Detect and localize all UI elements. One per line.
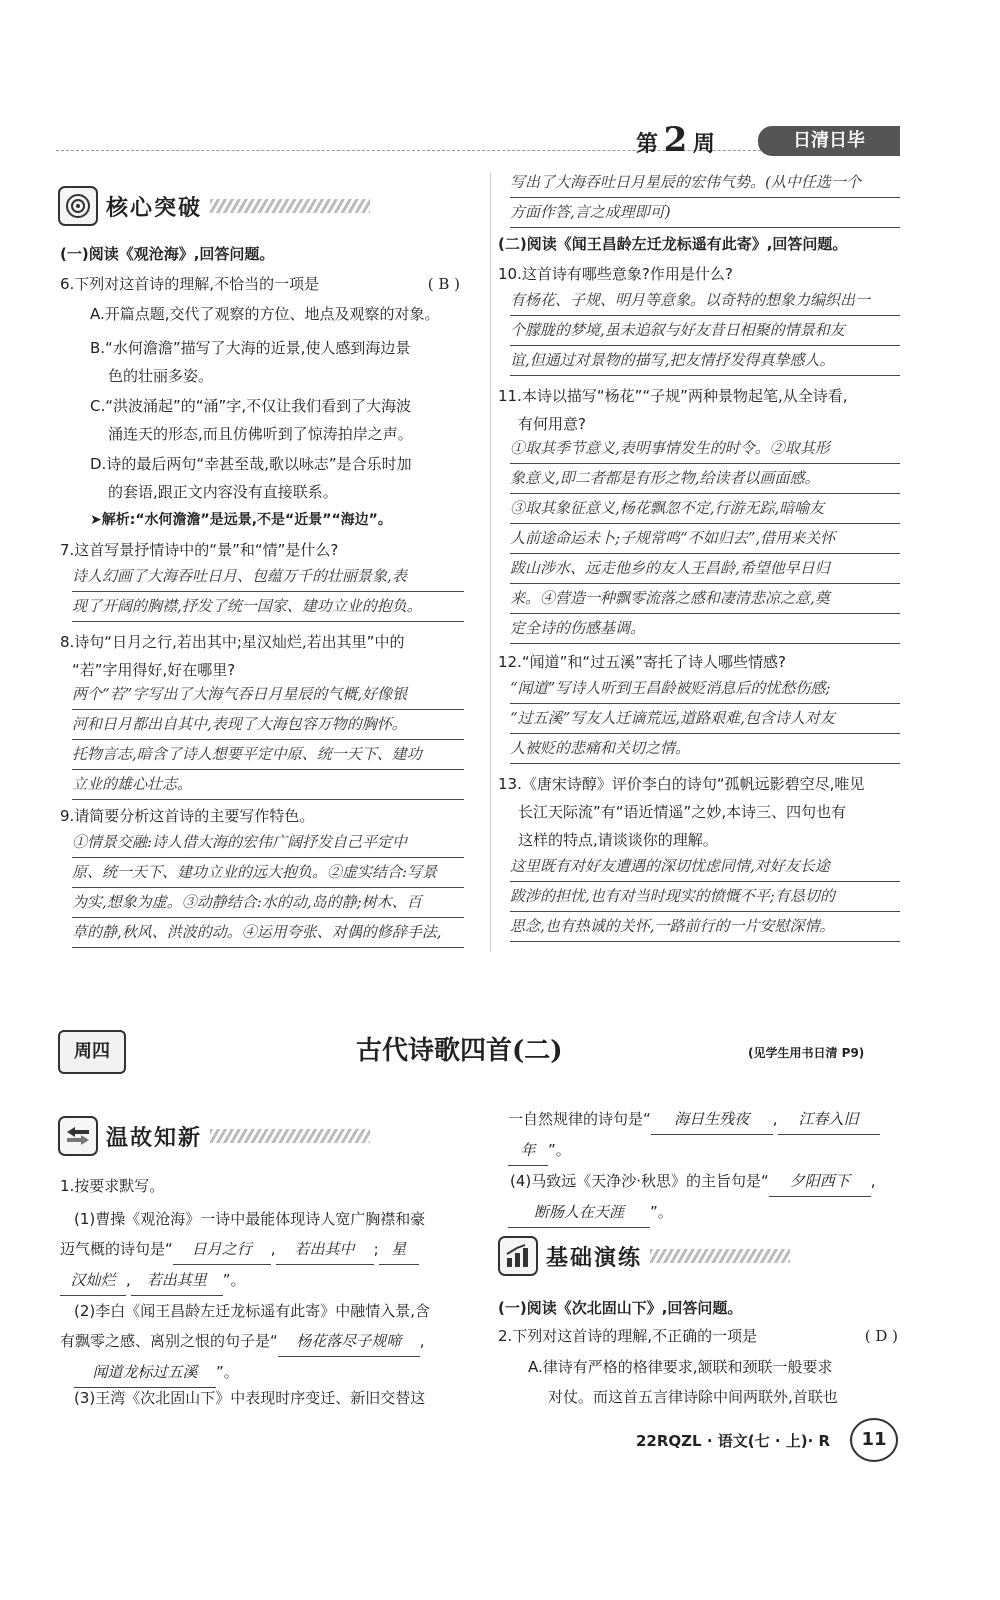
section-stripe [210, 199, 370, 213]
blank: 江春入旧 [778, 1104, 880, 1135]
dictation-3: (3)王湾《次北固山下》中表现时序变迁、新旧交替这 [74, 1389, 426, 1407]
dictation-1: (1)曹操《观沧海》一诗中最能体现诗人宽广胸襟和豪 迈气概的诗句是“ 日月之行 , 若出其中 ; 星 汉灿烂 , 若出其里 ”。 [60, 1204, 470, 1296]
page-number: 11 [850, 1418, 898, 1462]
section-title: 基础演练 [546, 1245, 643, 1271]
q9-answer-line: 草的静,秋风、洪波的动。④运用夸张、对偶的修辞手法, [72, 918, 464, 948]
part-heading: (一)阅读《次北固山下》,回答问题。 [498, 1299, 743, 1317]
q8-answer-line: 两个“若”字写出了大海气吞日月星辰的气概,好像银 [72, 680, 464, 710]
q7-answer-line: 现了开阔的胸襟,抒发了统一国家、建功立业的抱负。 [72, 592, 464, 622]
day-tab: 周四 [58, 1030, 126, 1074]
part-heading: (二)阅读《闻王昌龄左迁龙标遥有此寄》,回答问题。 [498, 235, 848, 253]
q8-answer-line: 立业的雄心壮志。 [72, 770, 464, 800]
q9-continued-line: 方面作答,言之成理即可) [510, 198, 900, 228]
q11-answer-line: 人前途命运未卜;子规常鸣“不如归去”,借用来关怀 [510, 524, 900, 554]
blank: 年 [508, 1135, 548, 1166]
blank: 日月之行 [173, 1234, 271, 1265]
blank: 若出其中 [276, 1234, 374, 1265]
page-header [56, 120, 900, 160]
blank: 断肠人在天涯 [508, 1197, 650, 1228]
blank: 闻道龙标过五溪 [74, 1357, 216, 1388]
blank: 夕阳西下 [769, 1166, 871, 1197]
q6-option-a: A.开篇点题,交代了观察的方位、地点及观察的对象。 [90, 305, 440, 323]
q12-answer-line: “闻道”写诗人听到王昌龄被贬消息后的忧愁伤感; [510, 674, 900, 704]
section-stripe [650, 1249, 790, 1263]
week-label: 第 2 周 [636, 120, 715, 160]
q8-stem: 8.诗句“日月之行,若出其中;星汉灿烂,若出其里”中的 “若”字用得好,好在哪里? [60, 633, 405, 679]
blank: 海日生残夜 [651, 1104, 773, 1135]
q11-answer-line: 来。④营造一种飘零流落之感和凄清悲凉之意,奠 [510, 584, 900, 614]
q13-answer-line: 这里既有对好友遭遇的深切忧虑同情,对好友长途 [510, 852, 900, 882]
q6-analysis: ➤解析:“水何澹澹”是远景,不是“近景”“海边”。 [90, 512, 392, 528]
q10-answer-line: 有杨花、子规、明月等意象。以奇特的想象力编织出一 [510, 286, 900, 316]
q6-option-c: C.“洪波涌起”的“涌”字,不仅让我们看到了大海波 涌连天的形态,而且仿佛听到了惊涛拍岸之声。 [90, 397, 413, 443]
bar-chart-icon [498, 1236, 538, 1276]
q11-stem: 11.本诗以描写“杨花”“子规”两种景物起笔,从全诗看, 有何用意? [498, 387, 848, 433]
target-icon [58, 186, 98, 226]
analysis-icon: ➤ [90, 512, 102, 528]
q10-answer-line: 个朦胧的梦境,虽未追叙与好友昔日相聚的情景和友 [510, 316, 900, 346]
lesson-title: 古代诗歌四首(二) [356, 1036, 563, 1066]
blank: 若出其里 [131, 1265, 223, 1296]
section-stripe [210, 1129, 370, 1143]
dictation-3-cont: 一自然规律的诗句是“ 海日生残夜 , 江春入旧 年 ”。 [508, 1104, 908, 1166]
q11-answer-line: ③取其象征意义,杨花飘忽不定,行游无踪,暗喻友 [510, 494, 900, 524]
q12-answer-line: 人被贬的悲痛和关切之情。 [510, 734, 900, 764]
blank: 杨花落尽子规啼 [278, 1326, 420, 1357]
q9-answer-line: 为实,想象为虚。③动静结合:水的动,岛的静;树木、百 [72, 888, 464, 918]
q11-answer-line: ①取其季节意义,表明事情发生的时令。②取其形 [510, 434, 900, 464]
q7-stem: 7.这首写景抒情诗中的“景”和“情”是什么? [60, 541, 339, 559]
arrows-icon [58, 1116, 98, 1156]
q10-stem: 10.这首诗有哪些意象?作用是什么? [498, 265, 733, 283]
q6-option-d: D.诗的最后两句“幸甚至哉,歌以咏志”是合乐时加 的套语,跟正文内容没有直接联系。 [90, 455, 412, 501]
q8-answer-line: 托物言志,暗含了诗人想要平定中原、统一天下、建功 [72, 740, 464, 770]
q13-answer-line: 跋涉的担忧,也有对当时现实的愤慨不平;有恳切的 [510, 882, 900, 912]
q9-stem: 9.请简要分析这首诗的主要写作特色。 [60, 807, 315, 825]
column-divider [490, 172, 491, 952]
blank: 星 [379, 1234, 419, 1265]
q2-stem: 2.下列对这首诗的理解,不正确的一项是 ( D ) [498, 1327, 898, 1345]
q2-option-a: A.律诗有严格的格律要求,颔联和颈联一般要求 对仗。而这首五言律诗除中间两联外,首联也 [528, 1358, 838, 1406]
q9-continued-line: 写出了大海吞吐日月星辰的宏伟气势。(从中任选一个 [510, 168, 900, 198]
q13-stem: 13.《唐宋诗醇》评价李白的诗句“孤帆远影碧空尽,唯见 长江天际流”有“语近情遥”之妙,本诗三、四句也有 这样的特点,请谈谈你的理解。 [498, 775, 865, 849]
q13-answer-line: 思念,也有热诚的关怀,一路前行的一片安慰深情。 [510, 912, 900, 942]
q1-stem: 1.按要求默写。 [60, 1177, 165, 1195]
blank: 汉灿烂 [60, 1265, 126, 1296]
book-reference: (见学生用书日清 P9) [748, 1046, 865, 1060]
q9-answer-line: ①情景交融:诗人借大海的宏伟广阔抒发自己平定中 [72, 828, 464, 858]
section-review [58, 1116, 478, 1156]
badge-daily: 日清日毕 [758, 126, 900, 156]
q12-answer-line: “过五溪”写友人迁谪荒远,道路艰难,包含诗人对友 [510, 704, 900, 734]
section-title: 核心突破 [106, 195, 203, 221]
section-basic-practice [498, 1236, 898, 1276]
q8-answer-line: 河和日月都出自其中,表现了大海包容万物的胸怀。 [72, 710, 464, 740]
q6-stem: 6.下列对这首诗的理解,不恰当的一项是 ( B ) [60, 275, 460, 293]
dictation-4: (4)马致远《天净沙·秋思》的主旨句是“ 夕阳西下 , 断肠人在天涯 ”。 [508, 1166, 908, 1228]
section-title: 温故知新 [106, 1125, 203, 1151]
q6-option-b: B.“水何澹澹”描写了大海的近景,使人感到海边景 色的壮丽多姿。 [90, 339, 411, 385]
section-core-breakthrough [58, 186, 478, 226]
q12-stem: 12.“闻道”和“过五溪”寄托了诗人哪些情感? [498, 653, 786, 671]
footer-code: 22RQZL · 语文(七 · 上)· R [636, 1432, 831, 1450]
dictation-2: (2)李白《闻王昌龄左迁龙标遥有此寄》中融情入景,含 有飘零之感、离别之恨的句子是“ 杨花落尽子规啼 , 闻道龙标过五溪 ”。 [60, 1296, 470, 1388]
part-heading: (一)阅读《观沧海》,回答问题。 [60, 245, 275, 263]
q9-answer-line: 原、统一天下、建功立业的远大抱负。②虚实结合:写景 [72, 858, 464, 888]
q11-answer-line: 定全诗的伤感基调。 [510, 614, 900, 644]
q10-answer-line: 谊,但通过对景物的描写,把友情抒发得真挚感人。 [510, 346, 900, 376]
q11-answer-line: 跋山涉水、远走他乡的友人王昌龄,希望他早日归 [510, 554, 900, 584]
q11-answer-line: 象意义,即二者都是有形之物,给读者以画面感。 [510, 464, 900, 494]
q7-answer-line: 诗人幻画了大海吞吐日月、包蕴万千的壮丽景象,表 [72, 562, 464, 592]
